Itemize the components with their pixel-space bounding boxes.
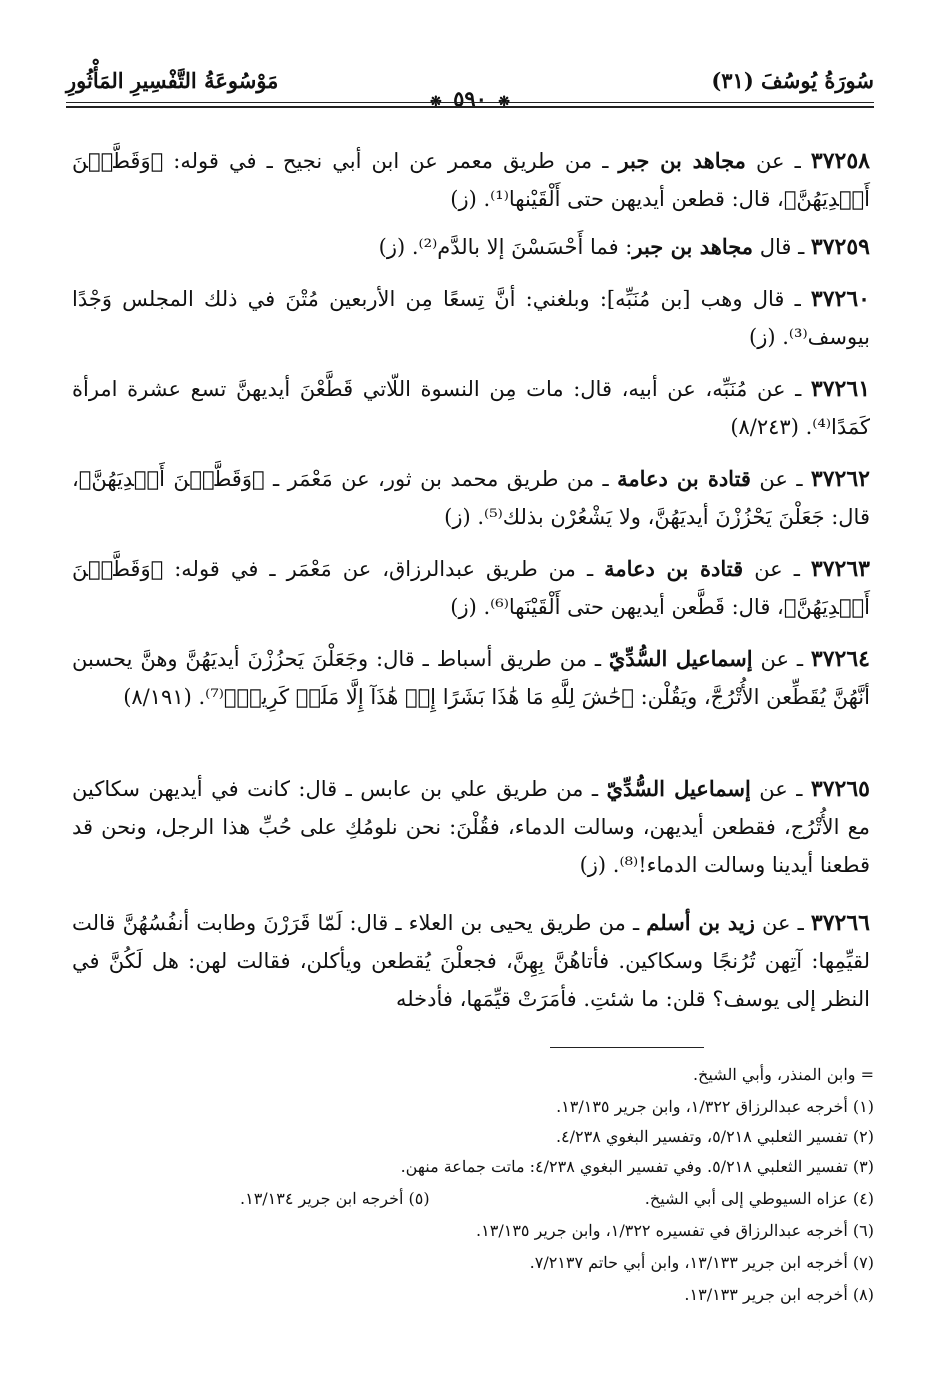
entry-number: ٣٧٢٦٦ [810, 910, 870, 936]
entry-number: ٣٧٢٦٥ [810, 776, 870, 802]
entry-37262 [72, 460, 870, 536]
entry-37261 [72, 370, 870, 446]
entry-intro: ـ عن [752, 647, 811, 671]
surah-title: سُورَةُ يُوسُفَ (٣١) [711, 68, 874, 93]
entry-intro: ـ قال وهب [بن مُنَبِّه] [606, 287, 811, 311]
narrator-name: قتادة بن دعامة [604, 556, 744, 581]
header-rule-thick [66, 106, 874, 108]
running-header [66, 62, 874, 111]
footnote-2: (٢) تفسير الثعلبي ٥/٢١٨، وتفسير البغوي ٤/٢٣٨. [555, 1127, 874, 1146]
entry-text: : وبلغني: أنَّ تِسعًا مِن الأربعين مُتْنَ في ذلك المجلس وَجْدًا بيوسف⁽³⁾. (ز) [72, 287, 870, 349]
entry-text: : مات مِن النسوة اللّاتي قَطَّعْنَ أيديهنَّ تسع عشرة امرأة كَمَدًا⁽⁴⁾. (٨/٢٤٣) [72, 377, 870, 439]
footnote-1: (١) أخرجه عبدالرزاق ١/٣٢٢، وابن جرير ١٣/١٣٥. [556, 1097, 874, 1116]
entry-intro: ـ عن [745, 149, 811, 173]
entry-intro: ـ عن [754, 911, 811, 935]
entry-number: ٣٧٢٦٤ [810, 646, 870, 672]
entry-text: ـ من طريق أسباط ـ قال: وجَعَلْنَ يَحزُزْنَ أيديَهُنَّ وهنَّ يحسبن أنَّهُنَّ يُقَطِّعن الأُتْرُجَّ، ويَقُلْن: ﴿حَٰشَ لِلَّهِ مَا هَٰذَا بَشَرًا إِنۡ هَٰذَآ إِلَّا مَلَكٞ كَرِيمٞ﴾⁽⁷⁾. (٨/١٩١) [72, 647, 870, 709]
entry-37263 [72, 550, 870, 626]
narrator-name: زيد بن أسلم [646, 910, 755, 935]
entry-number: ٣٧٢٦٠ [810, 286, 870, 312]
narrator-name: قتادة بن دعامة [617, 466, 751, 491]
entry-37265 [72, 770, 870, 884]
entry-intro: ـ قال [753, 235, 811, 259]
entry-number: ٣٧٢٦٣ [810, 556, 870, 582]
entry-37266 [72, 904, 870, 1018]
narrator-name: إسماعيل السُّدِّيّ [608, 646, 753, 671]
entry-intro: ـ عن مُنَبِّه، عن أبيه، قال [580, 377, 811, 401]
page-number: ٥٩٠ [453, 86, 487, 111]
entry-intro: ـ عن [743, 557, 811, 581]
footnote-3: (٣) تفسير الثعلبي ٥/٢١٨. وفي تفسير البغوي ٤/٢٣٨: ماتت جماعة منهن. [400, 1157, 874, 1176]
ornament-left-icon: ❋ [430, 94, 442, 110]
narrator-name: مجاهد بن جبر [632, 234, 754, 259]
footnote-6: (٦) أخرجه عبدالرزاق في تفسيره ١/٣٢٢، وابن جرير ١٣/١٣٥. [476, 1221, 874, 1240]
header-rule [66, 102, 874, 103]
entry-text: ـ من طريق علي بن عابس ـ قال: كانت في أيديهن سكاكين مع الأُتْرُج، فقطعن أيديهن، وسالت الدماء، فقُلْنَ: نحن نلومُكِ على حُبِّ هذا الرجل، ونحن قد قطعنا أيدينا وسالت الدماء!⁽⁸⁾. (ز) [72, 777, 870, 877]
entry-intro: ـ عن [750, 777, 811, 801]
entry-number: ٣٧٢٦١ [810, 376, 871, 402]
entry-text: ـ من طريق يحيى بن العلاء ـ قال: لَمّا قَرَرْنَ وطابت أنفُسُهُنَّ قالت لقيِّمِها: آتِهن تُرُنجًا وسكاكين. فأتاهُنَّ بِهِنَّ، فجعلْنَ يُقطعن ويأكلن، فقالت لهن: هل لَكُنَّ في النظر إلى يوسف؟ قلن: ما شئتِ. فأمَرَتْ قيِّمَها، فأدخله [72, 911, 870, 1011]
entry-text: ـ من طريق معمر عن ابن أبي نجيح ـ في قوله: ﴿وَقَطَّعۡنَ أَيۡدِيَهُنَّ﴾، قال: قطعن أيديهن حتى أَلْقَيْنها⁽¹⁾. (ز) [72, 149, 870, 211]
entry-37258 [72, 142, 870, 218]
footnote-5: (٥) أخرجه ابن جرير ١٣/١٣٤. [240, 1189, 430, 1208]
footnote-continuation: = وابن المنذر، وأبي الشيخ. [692, 1065, 874, 1084]
footnote-separator [550, 1047, 704, 1048]
entry-number: ٣٧٢٥٩ [810, 234, 870, 260]
footnote-4: (٤) عزاه السيوطي إلى أبي الشيخ. [644, 1189, 874, 1208]
footnote-8: (٨) أخرجه ابن جرير ١٣/١٣٣. [684, 1285, 874, 1304]
entry-text: : فما أَحْسَسْنَ إلا بالدَّم⁽²⁾. (ز) [378, 235, 633, 259]
footnote-7: (٧) أخرجه ابن جرير ١٣/١٣٣، وابن أبي حاتم ٧/٢١٣٧. [529, 1253, 874, 1272]
entry-text: ـ من طريق عبدالرزاق، عن مَعْمَر ـ في قوله: ﴿وَقَطَّعۡنَ أَيۡدِيَهُنَّ﴾، قال: قَطَّعن أيديهن حتى أَلْقَيْنَها⁽⁶⁾. (ز) [72, 557, 870, 619]
ornament-right-icon: ❋ [498, 94, 510, 110]
entry-number: ٣٧٢٥٨ [810, 148, 870, 174]
entry-37264 [72, 640, 870, 716]
narrator-name: مجاهد بن جبر [618, 148, 746, 173]
book-title: مَوْسُوعَةُ التَّفْسِيرِ المَأْثُورِ [66, 68, 279, 93]
entry-number: ٣٧٢٦٢ [810, 466, 870, 492]
entry-37259 [72, 228, 870, 266]
entry-37260 [72, 280, 870, 356]
entry-text: ـ من طريق محمد بن ثور، عن مَعْمَر ـ ﴿وَقَطَّعۡنَ أَيۡدِيَهُنَّ﴾، قال: جَعَلْنَ يَحْزُزْنَ أيديَهُنَّ، ولا يَشْعُرْن بذلك⁽⁵⁾. (ز) [72, 467, 870, 529]
entry-intro: ـ عن [750, 467, 811, 491]
narrator-name: إسماعيل السُّدِّيّ [606, 776, 751, 801]
